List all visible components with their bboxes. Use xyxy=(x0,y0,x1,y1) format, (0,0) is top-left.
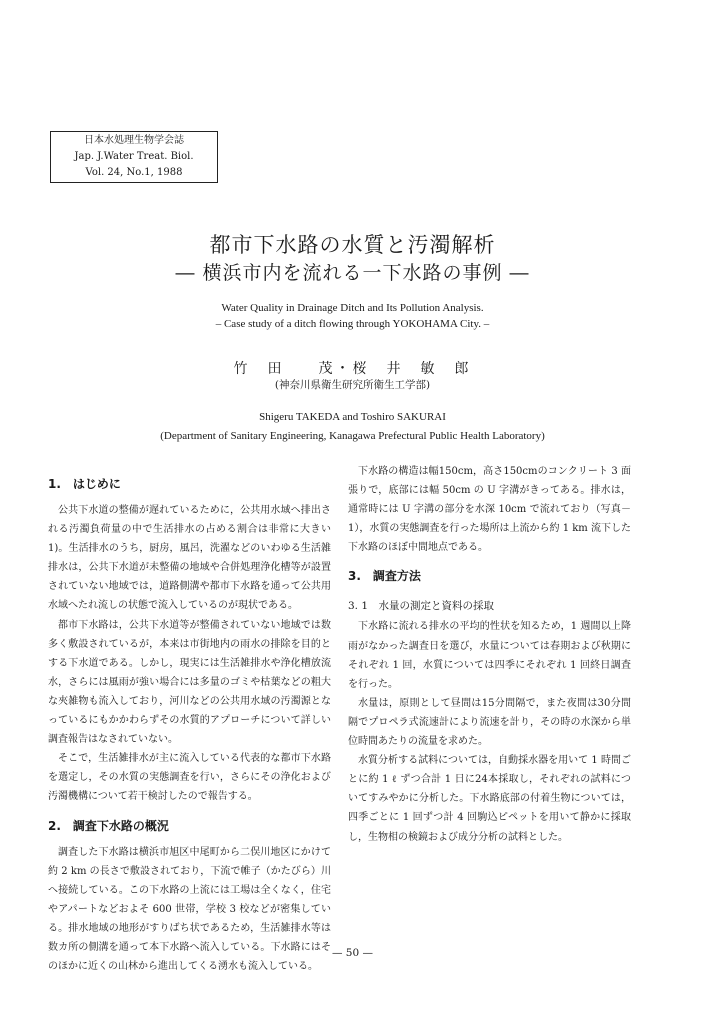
paper-subtitle-ja: ― 横浜市内を流れる一下水路の事例 ― xyxy=(175,262,530,284)
authors-en: Shigeru TAKEDA and Toshiro SAKURAI xyxy=(259,411,446,423)
body-paragraph: そこで，生活雑排水が主に流入している代表的な都市下水路を選定し，その水質の実態調査を行い，さらにその浄化および汚濁機構について若干検討したので報告する。 xyxy=(48,753,331,803)
page-number: — 50 — xyxy=(331,947,374,959)
body-paragraph: 水量は，原則として昼間は15分間隔で，また夜間は30分間隔でプロペラ式流速計により流速を計り，その時の水深から単位時間あたりの流量を求めた。 xyxy=(348,697,631,748)
authors-ja: 竹 田 茂・桜 井 敏 郎 xyxy=(233,361,472,377)
paper-subtitle-en: – Case study of a ditch flowing through YOKOHAMA City. – xyxy=(215,318,490,330)
affiliation-ja: (神奈川県衛生研究所衛生工学部) xyxy=(274,379,431,391)
body-paragraph: 下水路の構造は幅150cm，高さ150cmのコンクリート 3 面張りで，底部には幅 50cm の U 字溝がきってある。排水は，通常時には U 字溝の部分を水深 10cm で流れており（写真－1），水質の実態調査を行った場所は上流から約 1 km 流下した下水路のほぼ中間地点である。 xyxy=(348,466,631,554)
body-paragraph: 水質分析する試料については，自動採水器を用いて 1 時間ごとに約 1 ℓ ずつ合計 1 日に24本採取し，それぞれの試料についてすみやかに分析した。下水路底部の付着生物については，四季ごとに 1 回ずつ計 4 回駒込ピペットを用いて静かに採取し，生物相の検鏡および成分分析の試料とした。 xyxy=(348,755,631,843)
body-paragraph: 調査した下水路は横浜市旭区中尾町から二俣川地区にかけて約 2 km の長さで敷設されており，下流で帷子（かたびら）川へ接続している。この下水路の上流には工場は全くなく，住宅やアパートなどおよそ 600 世帯，学校 3 校などが密集している。排水地域の地形がすりばち状であるため，生活雑排水等は数カ所の側溝を通って本下水路へ流入している。下水路にはそのほかに近くの山林から進出してくる湧水も流入している。 xyxy=(48,846,331,973)
journal-name-en: Jap. J.Water Treat. Biol. xyxy=(74,151,194,162)
body-paragraph: 公共下水道の整備が遅れているために，公共用水域へ排出される汚濁負荷量の中で生活排水の占める割合は非常に大きい1)。生活排水のうち，厨房，風呂，洗濯などのいわゆる生活雑排水は，公共下水道が未整備の地域や合併処理浄化槽等が設置されていない地域では，道路側溝や都市下水路を通って公共用水域へたれ流しの状態で流入しているのが現状である。 xyxy=(48,505,331,612)
body-paragraph: 下水路に流れる排水の平均的性状を知るため，1 週間以上降雨がなかった調査日を選び，水量については春期および秋期にそれぞれ 1 回，水質については四季にそれぞれ 1 回終日調査を行った。 xyxy=(348,621,631,690)
journal-volume: Vol. 24, No.1, 1988 xyxy=(85,167,183,178)
section-heading-methods: 3. 調査方法 xyxy=(348,569,421,584)
journal-name-ja: 日本水処理生物学会誌 xyxy=(84,135,184,146)
section-heading-introduction: 1. はじめに xyxy=(48,477,121,491)
paper-title-en: Water Quality in Drainage Ditch and Its Pollution Analysis. xyxy=(221,302,484,314)
body-paragraph: 都市下水路は，公共下水道等が整備されていない地域では数多く敷設されているが，本来は市街地内の雨水の排除を目的とする下水道である。しかし，現実には生活雑排水や浄化槽放流水，さらには風雨が強い場合には多量のゴミや枯葉などの粗大な夾雑物も流入しており，河川などの公共用水域の汚濁源となっているにもかかわらずその水質的アプローチについて詳しい調査報告はなされていない。 xyxy=(48,619,331,746)
journal-info-box xyxy=(50,131,218,183)
paper-title-en-block xyxy=(0,300,705,332)
left-column xyxy=(48,467,331,976)
paper-title-ja: 都市下水路の水質と汚濁解析 xyxy=(209,233,496,257)
affiliation-en: (Department of Sanitary Engineering, Kanagawa Prefectural Public Health Laboratory) xyxy=(160,430,545,442)
right-column xyxy=(348,462,631,847)
subsection-heading-flow-sampling: 3. 1 水量の測定と資料の採取 xyxy=(348,600,495,613)
section-heading-site-overview: 2. 調査下水路の概況 xyxy=(48,818,169,833)
